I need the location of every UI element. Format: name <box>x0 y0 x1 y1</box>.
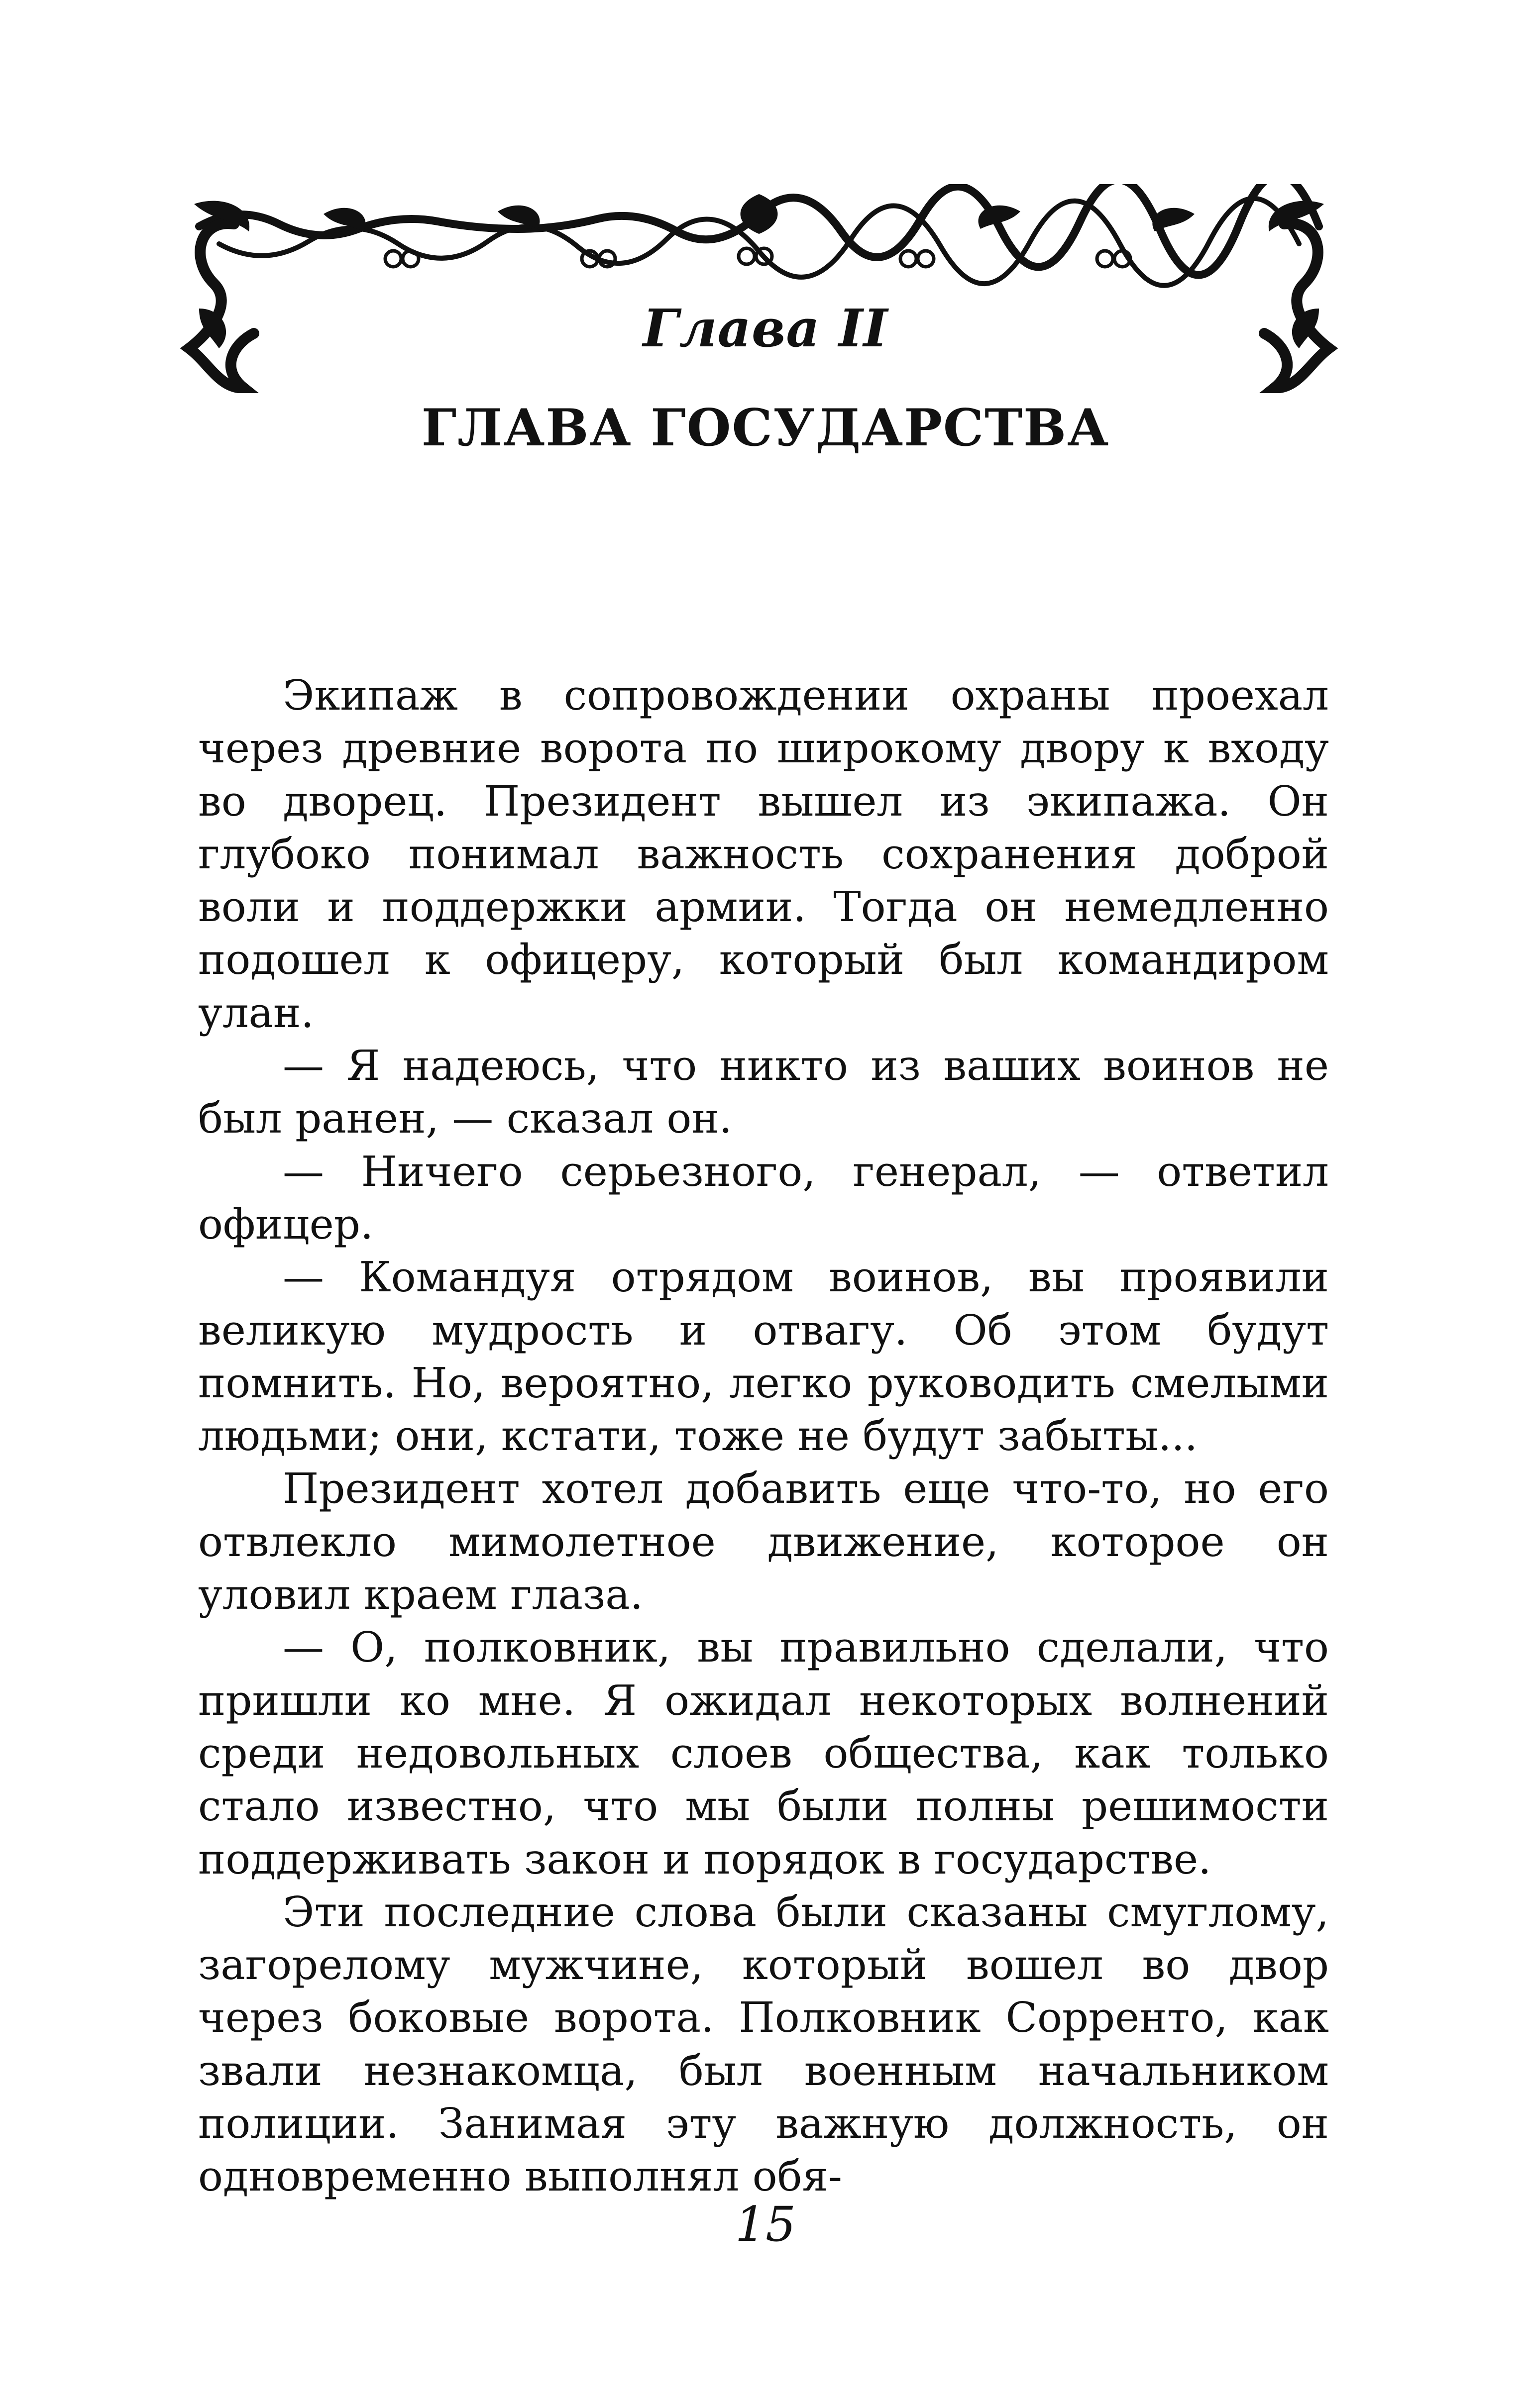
paragraph: — Ничего серьезного, генерал, — ответил офицер. <box>198 1147 1329 1249</box>
page-number: 15 <box>735 2197 796 2252</box>
paragraph: — О, полковник, вы правильно сделали, что пришли ко мне. Я ожидал некоторых волнений среди недовольных слоев общества, как только стало известно, что мы были полны решимости поддерживать закон и порядок в государстве. <box>198 1623 1329 1884</box>
decorative-scroll-border-icon <box>179 184 1339 393</box>
paragraph: Эти последние слова были сказаны смуглому, загорелому мужчине, который вошел во двор через боковые ворота. Полковник Сорренто, как звали незнакомца, был военным начальником полиции. Занимая эту важную должность, он одновременно выполнял обя- <box>198 1887 1329 2201</box>
paragraph: — Я надеюсь, что никто из ваших воинов не был ранен, — сказал он. <box>198 1042 1329 1143</box>
paragraph: Президент хотел добавить еще что-то, но его отвлекло мимолетное движение, которое он уловил краем глаза. <box>198 1465 1329 1619</box>
paragraph: — Командуя отрядом воинов, вы проявили великую мудрость и отвагу. Об этом будут помнить. Но, вероятно, легко руководить смелыми людьми; они, кстати, тоже не будут забыты... <box>198 1253 1329 1461</box>
chapter-title: ГЛАВА ГОСУДАРСТВА <box>421 398 1110 458</box>
paragraph: Экипаж в сопровождении охраны проехал через древние ворота по широкому двору к входу во дворец. Президент вышел из экипажа. Он глубоко понимал важность сохранения доброй воли и поддержки армии. Тогда он немедленно подошел к офицеру, который был командиром улан. <box>198 671 1329 1037</box>
body-text <box>198 669 1329 2203</box>
chapter-label: Глава II <box>643 298 888 359</box>
